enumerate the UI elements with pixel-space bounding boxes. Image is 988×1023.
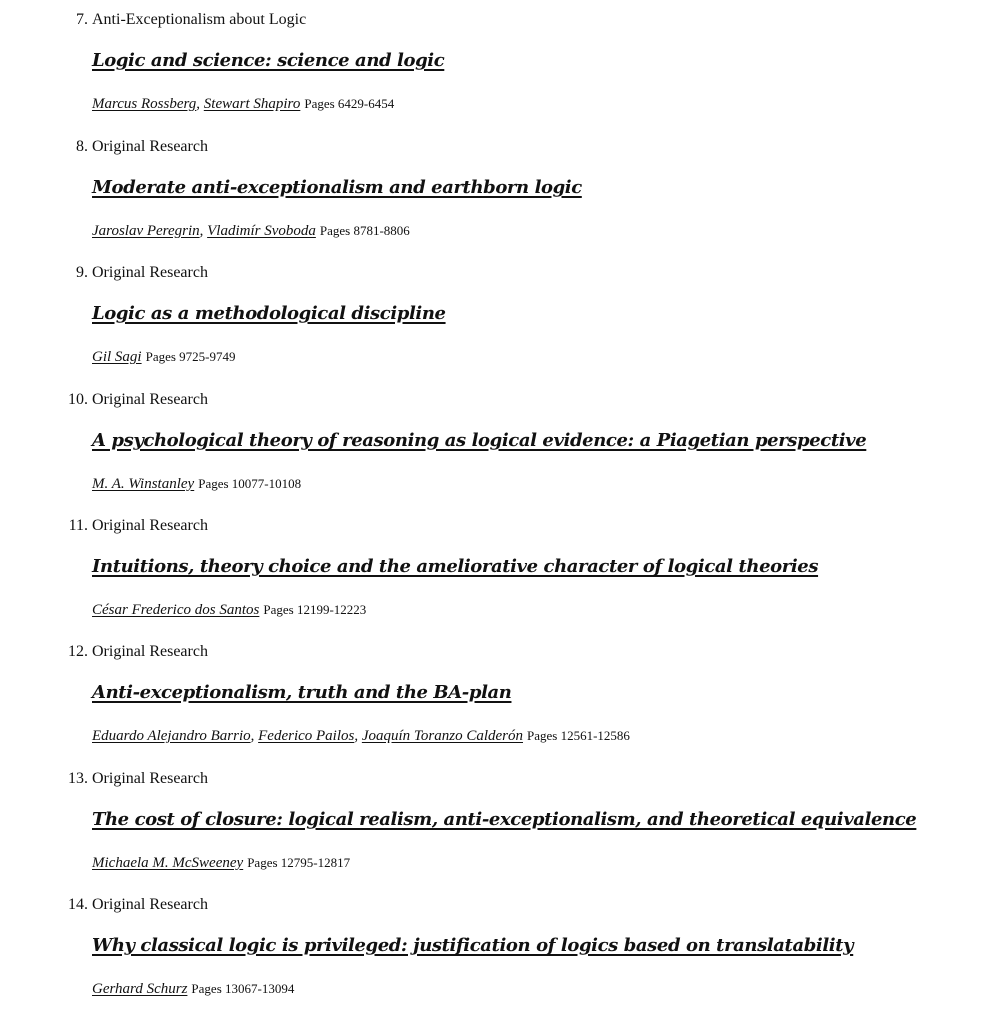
author-link[interactable]: Michaela M. McSweeney: [92, 855, 244, 871]
author-separator: ,: [196, 96, 204, 112]
article-item: [0, 380, 988, 506]
article-number: 14.: [68, 896, 88, 913]
article-title-link[interactable]: Why classical logic is privileged: justification of logics based on translatability: [92, 935, 854, 956]
article-pages: Pages 6429-6454: [304, 96, 395, 111]
author-link[interactable]: Stewart Shapiro: [203, 96, 301, 112]
author-separator: ,: [354, 728, 362, 744]
article-item: [0, 632, 988, 758]
article-number: 12.: [68, 643, 88, 660]
author-link[interactable]: Marcus Rossberg: [92, 96, 197, 112]
article-type: Original Research: [92, 391, 208, 408]
article-pages: Pages 12795-12817: [247, 855, 351, 870]
article-pages: Pages 12561-12586: [527, 728, 630, 743]
article-title-link[interactable]: Intuitions, theory choice and the ameliorative character of logical theories: [92, 556, 819, 577]
article-pages: Pages 9725-9749: [145, 349, 236, 364]
author-link[interactable]: Vladimír Svoboda: [207, 223, 316, 239]
article-item: [0, 885, 988, 1011]
article-type: Original Research: [92, 517, 208, 534]
article-title-link[interactable]: Logic and science: science and logic: [92, 50, 445, 71]
article-number: 9.: [76, 264, 88, 281]
article-number: 7.: [76, 11, 88, 28]
article-pages: Pages 13067-13094: [191, 981, 295, 996]
article-title-link[interactable]: Moderate anti-exceptionalism and earthborn logic: [92, 177, 582, 198]
article-item: [0, 0, 988, 126]
article-pages: Pages 8781-8806: [319, 223, 410, 238]
author-link[interactable]: Gil Sagi: [92, 349, 142, 365]
article-title-link[interactable]: A psychological theory of reasoning as logical evidence: a Piagetian perspective: [92, 430, 867, 451]
author-link[interactable]: César Frederico dos Santos: [92, 602, 260, 618]
article-item: [0, 253, 988, 379]
article-meta: [92, 602, 366, 619]
article-item: [0, 759, 988, 885]
article-pages: Pages 12199-12223: [263, 602, 367, 617]
article-meta: [92, 855, 350, 872]
article-number: 10.: [68, 391, 88, 408]
article-item: [0, 127, 988, 253]
article-title-link[interactable]: Anti-exceptionalism, truth and the BA-plan: [92, 682, 512, 703]
author-link[interactable]: Jaroslav Peregrin: [92, 223, 200, 239]
author-link[interactable]: Federico Pailos: [258, 728, 355, 744]
author-separator: ,: [250, 728, 259, 744]
article-meta: [92, 981, 294, 998]
author-link[interactable]: Eduardo Alejandro Barrio: [92, 728, 251, 744]
article-title-link[interactable]: Logic as a methodological discipline: [92, 303, 446, 324]
article-type: Original Research: [92, 643, 208, 660]
article-type: Anti-Exceptionalism about Logic: [92, 11, 307, 28]
article-type: Original Research: [92, 770, 208, 787]
article-meta: [92, 349, 236, 366]
article-title-link[interactable]: The cost of closure: logical realism, anti-exceptionalism, and theoretical equivalence: [92, 809, 917, 830]
article-meta: [92, 728, 630, 745]
article-type: Original Research: [92, 138, 208, 155]
article-meta: [92, 476, 301, 493]
article-pages: Pages 10077-10108: [198, 476, 302, 491]
article-meta: [92, 96, 394, 113]
author-link[interactable]: M. A. Winstanley: [92, 476, 195, 492]
article-item: [0, 506, 988, 632]
article-number: 13.: [68, 770, 88, 787]
article-type: Original Research: [92, 264, 208, 281]
article-number: 8.: [76, 138, 88, 155]
article-meta: [92, 223, 410, 240]
article-type: Original Research: [92, 896, 208, 913]
article-number: 11.: [68, 517, 88, 534]
author-link[interactable]: Gerhard Schurz: [92, 981, 188, 997]
author-link[interactable]: Joaquín Toranzo Calderón: [361, 728, 523, 744]
author-separator: ,: [199, 223, 208, 239]
